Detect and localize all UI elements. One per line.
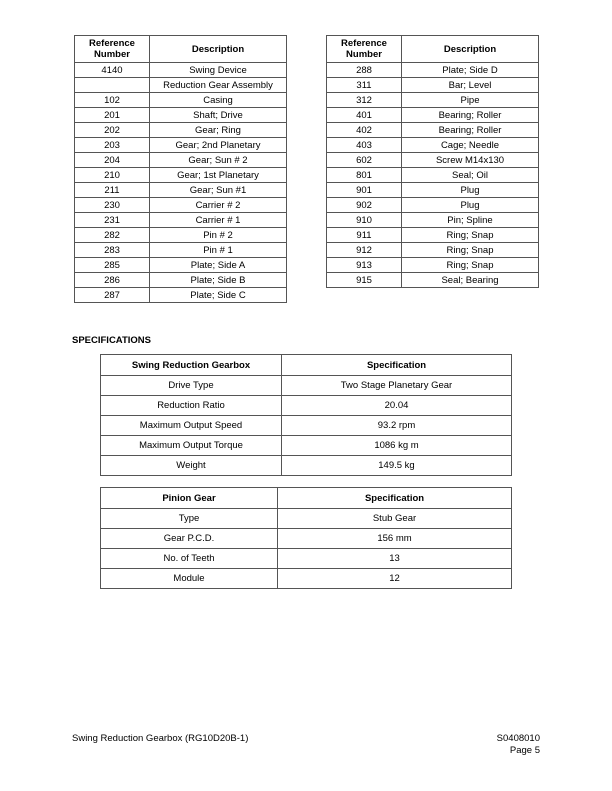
table-row [101, 456, 512, 476]
table-cell: Plate; Side D [402, 63, 539, 78]
table-row [75, 168, 287, 183]
table-row [101, 396, 512, 416]
table-cell: Carrier # 1 [150, 213, 287, 228]
table-row [75, 273, 287, 288]
table-header-row [75, 36, 287, 63]
table-cell: Gear; Sun #1 [150, 183, 287, 198]
table-cell: Module [101, 569, 278, 589]
table-cell [75, 78, 150, 93]
table-cell: Type [101, 509, 278, 529]
table-cell: 901 [327, 183, 402, 198]
table-cell: 286 [75, 273, 150, 288]
table-cell: No. of Teeth [101, 549, 278, 569]
table-cell: Shaft; Drive [150, 108, 287, 123]
table-cell: 202 [75, 123, 150, 138]
table-row [75, 228, 287, 243]
table-row [75, 153, 287, 168]
table-cell: Pin # 2 [150, 228, 287, 243]
parts-table-right [326, 35, 539, 288]
table-cell: Reduction Gear Assembly [150, 78, 287, 93]
table-header-row [101, 355, 512, 376]
table-cell: 402 [327, 123, 402, 138]
table-row [327, 183, 539, 198]
table-row [327, 168, 539, 183]
reference-number-header: Reference Number [327, 36, 402, 63]
table-cell: 311 [327, 78, 402, 93]
table-cell: 801 [327, 168, 402, 183]
table-cell: Plug [402, 198, 539, 213]
table-cell: Reduction Ratio [101, 396, 282, 416]
table-cell: 156 mm [278, 529, 512, 549]
table-row [75, 258, 287, 273]
description-header: Description [402, 36, 539, 63]
table-cell: 201 [75, 108, 150, 123]
parts-table-left [74, 35, 287, 303]
gearbox-spec-table [100, 354, 512, 476]
description-header: Description [150, 36, 287, 63]
table-cell: 288 [327, 63, 402, 78]
table-cell: 149.5 kg [282, 456, 512, 476]
table-cell: Pipe [402, 93, 539, 108]
table-row [327, 123, 539, 138]
table-row [327, 153, 539, 168]
table-cell: 13 [278, 549, 512, 569]
table-row [75, 288, 287, 303]
table-cell: Plug [402, 183, 539, 198]
footer-title: Swing Reduction Gearbox (RG10D20B-1) [72, 733, 249, 744]
table-row [327, 198, 539, 213]
table-row [327, 228, 539, 243]
table-cell: Seal; Oil [402, 168, 539, 183]
table-row [75, 213, 287, 228]
table-row [75, 243, 287, 258]
table-row [327, 63, 539, 78]
table-cell: Carrier # 2 [150, 198, 287, 213]
table-cell: Seal; Bearing [402, 273, 539, 288]
table-row [75, 78, 287, 93]
table-cell: 902 [327, 198, 402, 213]
table-cell: Drive Type [101, 376, 282, 396]
table-cell: 93.2 rpm [282, 416, 512, 436]
table-cell: 287 [75, 288, 150, 303]
table-cell: Cage; Needle [402, 138, 539, 153]
table-cell: 913 [327, 258, 402, 273]
pinion-spec-body [101, 509, 512, 589]
table-cell: 1086 kg m [282, 436, 512, 456]
table-row [75, 183, 287, 198]
table-row [75, 198, 287, 213]
gearbox-header: Swing Reduction Gearbox [101, 355, 282, 376]
table-row [327, 213, 539, 228]
table-row [101, 436, 512, 456]
table-row [101, 509, 512, 529]
table-cell: Maximum Output Torque [101, 436, 282, 456]
table-cell: 312 [327, 93, 402, 108]
table-cell: 912 [327, 243, 402, 258]
table-cell: 231 [75, 213, 150, 228]
table-header-row [327, 36, 539, 63]
table-row [101, 569, 512, 589]
table-cell: Pin; Spline [402, 213, 539, 228]
specification-header: Specification [278, 488, 512, 509]
table-cell: Ring; Snap [402, 258, 539, 273]
parts-table-right-body [327, 63, 539, 288]
pinion-spec-table [100, 487, 512, 589]
gearbox-spec-body [101, 376, 512, 476]
table-cell: Stub Gear [278, 509, 512, 529]
table-cell: 283 [75, 243, 150, 258]
table-cell: 915 [327, 273, 402, 288]
table-cell: 102 [75, 93, 150, 108]
table-cell: 203 [75, 138, 150, 153]
specification-header: Specification [282, 355, 512, 376]
table-cell: 911 [327, 228, 402, 243]
table-row [75, 63, 287, 78]
pinion-header: Pinion Gear [101, 488, 278, 509]
table-row [75, 123, 287, 138]
table-cell: 211 [75, 183, 150, 198]
table-row [327, 273, 539, 288]
table-cell: Casing [150, 93, 287, 108]
table-cell: Two Stage Planetary Gear [282, 376, 512, 396]
table-row [75, 108, 287, 123]
table-cell: Gear; Ring [150, 123, 287, 138]
table-cell: Weight [101, 456, 282, 476]
footer-right [497, 733, 540, 757]
table-row [101, 529, 512, 549]
table-cell: 403 [327, 138, 402, 153]
table-row [75, 93, 287, 108]
page-number: Page 5 [509, 745, 540, 756]
table-row [101, 416, 512, 436]
table-row [101, 376, 512, 396]
specifications-heading: SPECIFICATIONS [72, 335, 151, 346]
table-cell: 210 [75, 168, 150, 183]
table-cell: Plate; Side B [150, 273, 287, 288]
table-cell: Bearing; Roller [402, 123, 539, 138]
table-cell: Bar; Level [402, 78, 539, 93]
table-row [327, 138, 539, 153]
table-cell: 285 [75, 258, 150, 273]
table-row [101, 549, 512, 569]
table-cell: 230 [75, 198, 150, 213]
table-cell: Gear; 2nd Planetary [150, 138, 287, 153]
table-row [75, 138, 287, 153]
table-row [327, 258, 539, 273]
table-row [327, 93, 539, 108]
table-cell: Ring; Snap [402, 228, 539, 243]
parts-table-left-body [75, 63, 287, 303]
table-row [327, 243, 539, 258]
table-cell: Pin # 1 [150, 243, 287, 258]
table-cell: Screw M14x130 [402, 153, 539, 168]
table-cell: 20.04 [282, 396, 512, 416]
table-header-row [101, 488, 512, 509]
table-cell: 4140 [75, 63, 150, 78]
reference-number-header: Reference Number [75, 36, 150, 63]
table-cell: Maximum Output Speed [101, 416, 282, 436]
table-cell: Plate; Side A [150, 258, 287, 273]
table-cell: 204 [75, 153, 150, 168]
table-cell: Plate; Side C [150, 288, 287, 303]
doc-code: S0408010 [496, 733, 540, 744]
table-cell: Swing Device [150, 63, 287, 78]
table-cell: Gear; 1st Planetary [150, 168, 287, 183]
table-row [327, 78, 539, 93]
table-cell: 910 [327, 213, 402, 228]
table-cell: Ring; Snap [402, 243, 539, 258]
table-cell: 282 [75, 228, 150, 243]
table-cell: Gear P.C.D. [101, 529, 278, 549]
table-cell: Bearing; Roller [402, 108, 539, 123]
table-row [327, 108, 539, 123]
table-cell: 401 [327, 108, 402, 123]
table-cell: Gear; Sun # 2 [150, 153, 287, 168]
table-cell: 602 [327, 153, 402, 168]
table-cell: 12 [278, 569, 512, 589]
